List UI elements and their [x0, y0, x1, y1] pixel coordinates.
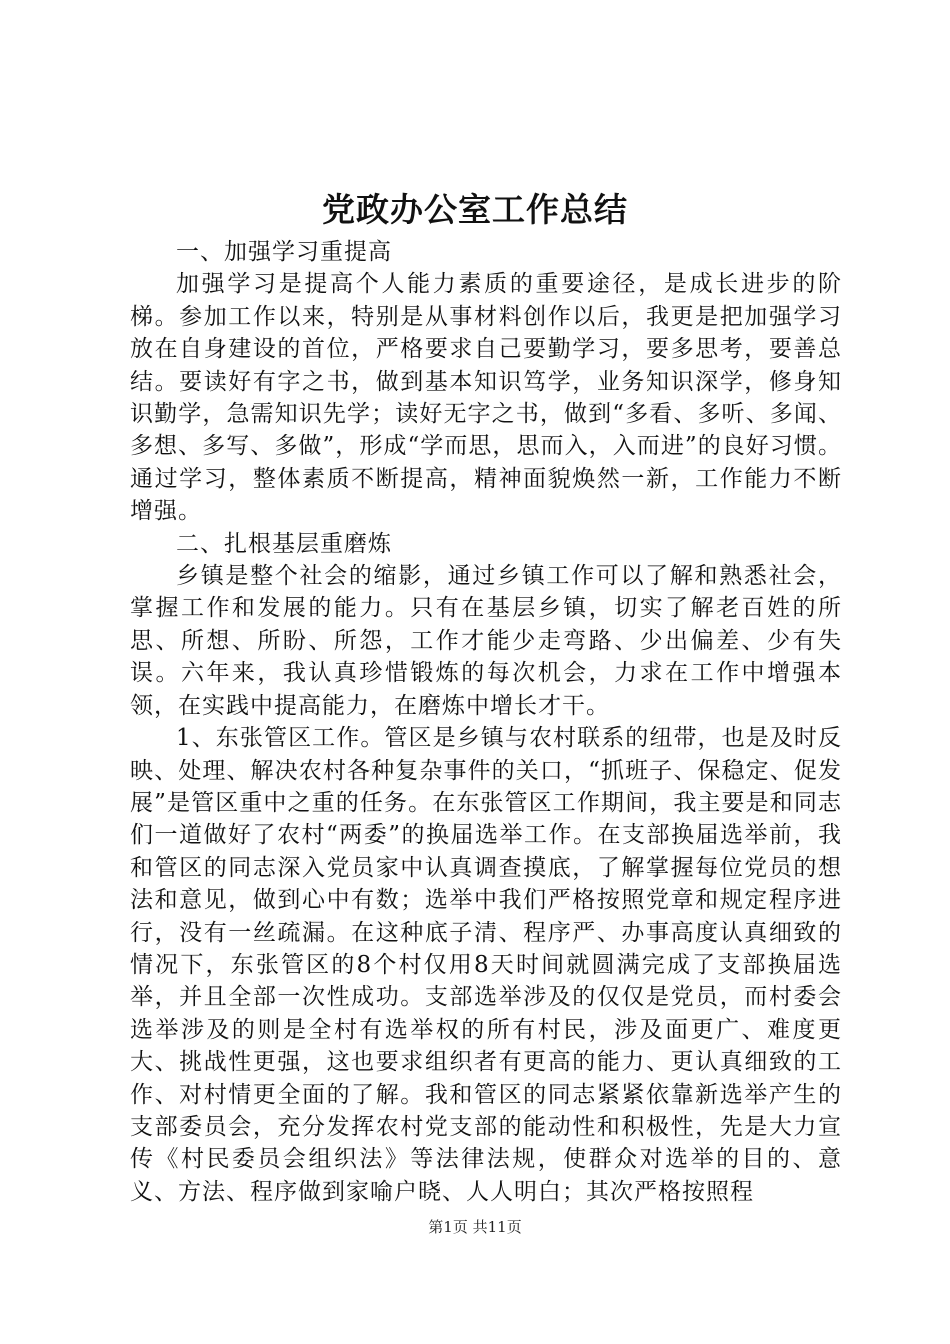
- document-title: 党政办公室工作总结: [322, 190, 628, 229]
- section-heading-1: 一、加强学习重提高: [176, 239, 392, 265]
- paragraph-2: 乡镇是整个社会的缩影，通过乡镇工作可以了解和熟悉社会，掌握工作和发展的能力。只有在基层乡镇，切实了解老百姓的所思、所想、所盼、所怨，工作才能少走弯路、少出偏差、少有失误。六年来，我认真珍惜锻炼的每次机会，力求在工作中增强本领，在实践中提高能力，在磨炼中增长才干。: [130, 563, 842, 719]
- paragraph-1: 加强学习是提高个人能力素质的重要途径，是成长进步的阶梯。参加工作以来，特别是从事材料创作以后，我更是把加强学习放在自身建设的首位，严格要求自己要勤学习，要多思考，要善总结。要读好有字之书，做到基本知识笃学，业务知识深学，修身知识勤学，急需知识先学；读好无字之书，做到“多看、多听、多闻、多想、多写、多做”，形成“学而思，思而入，入而进”的良好习惯。通过学习，整体素质不断提高，精神面貌焕然一新，工作能力不断增强。: [130, 271, 842, 525]
- document-body: [130, 236, 842, 1208]
- page-footer: 第1页 共11页: [428, 1218, 522, 1236]
- section-heading-2: 二、扎根基层重磨炼: [176, 530, 392, 557]
- paragraph-3: 1、东张管区工作。管区是乡镇与农村联系的纽带，也是及时反映、处理、解决农村各种复杂事件的关口，“抓班子、保稳定、促发展”是管区重中之重的任务。在东张管区工作期间，我主要是和同志们一道做好了农村“两委”的换届选举工作。在支部换届选举前，我和管区的同志深入党员家中认真调查摸底，了解掌握每位党员的想法和意见，做到心中有数；选举中我们严格按照党章和规定程序进行，没有一丝疏漏。在这种底子清、程序严、办事高度认真细致的情况下，东张管区的8个村仅用8天时间就圆满完成了支部换届选举，并且全部一次性成功。支部选举涉及的仅仅是党员，而村委会选举涉及的则是全村有选举权的所有村民，涉及面更广、难度更大、挑战性更强，这也要求组织者有更高的能力、更认真细致的工作、对村情更全面的了解。我和管区的同志紧紧依靠新选举产生的支部委员会，充分发挥农村党支部的能动性和积极性，先是大力宣传《村民委员会组织法》等法律法规，使群众对选举的目的、意义、方法、程序做到家喻户晓、人人明白；其次严格按照程: [130, 725, 842, 1205]
